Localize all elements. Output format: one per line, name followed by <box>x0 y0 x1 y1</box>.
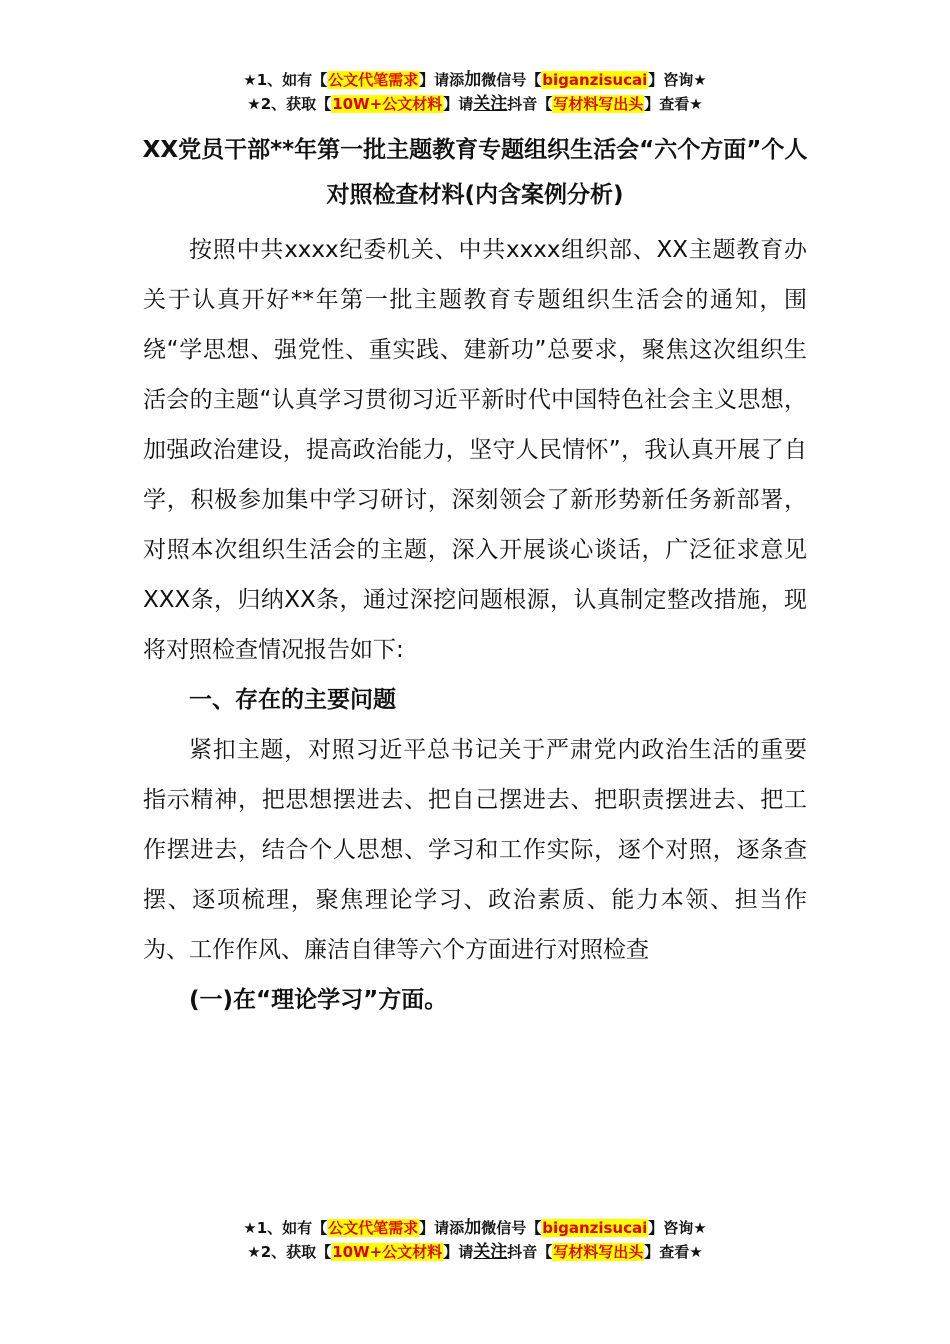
promo-text: 】请添 <box>419 71 465 89</box>
highlight-materials: 10W+公文材料 <box>332 95 443 113</box>
promo-banner-top <box>0 68 950 116</box>
promo-text: ★1、如有【 <box>243 71 328 89</box>
promo-text: 关注 <box>473 1242 508 1262</box>
highlight-wechat-id: biganzisucai <box>542 1219 648 1237</box>
promo-line-2 <box>0 92 950 116</box>
section-heading: 一、存在的主要问题 <box>189 687 396 713</box>
promo-text: 加 <box>464 1218 482 1238</box>
promo-text: 】查看★ <box>644 95 703 113</box>
promo-text: 】咨询★ <box>648 1219 707 1237</box>
promo-text: ★2、获取【 <box>247 95 332 113</box>
promo-text: 】请 <box>443 1243 474 1261</box>
highlight-wechat-id: biganzisucai <box>542 71 648 89</box>
highlight-writing-service: 公文代笔需求 <box>328 71 419 89</box>
promo-text: 微信号【 <box>481 71 542 89</box>
document-title: XX党员干部**年第一批主题教育专题组织生活会“六个方面”个人对照检查材料(内含案例分析) <box>142 137 808 208</box>
highlight-materials: 10W+公文材料 <box>332 1243 443 1261</box>
promo-banner-bottom <box>0 1216 950 1264</box>
document-body <box>143 225 807 1025</box>
promo-text: 】请添 <box>419 1219 465 1237</box>
promo-line-1 <box>0 68 950 92</box>
promo-text: 加 <box>464 70 482 90</box>
promo-text: 】查看★ <box>644 1243 703 1261</box>
promo-text: 抖音【 <box>507 1243 553 1261</box>
promo-text: 】请 <box>443 95 474 113</box>
promo-text: 微信号【 <box>481 1219 542 1237</box>
promo-text: 抖音【 <box>507 95 553 113</box>
promo-line-2 <box>0 1240 950 1264</box>
promo-text: ★1、如有【 <box>243 1219 328 1237</box>
subsection-heading: (一)在“理论学习”方面。 <box>189 987 448 1013</box>
promo-line-1 <box>0 1216 950 1240</box>
promo-text: 关注 <box>473 94 508 114</box>
promo-text: ★2、获取【 <box>247 1243 332 1261</box>
highlight-douyin-account: 写材料写出头 <box>553 95 644 113</box>
highlight-douyin-account: 写材料写出头 <box>553 1243 644 1261</box>
intro-paragraph: 按照中共xxxx纪委机关、中共xxxx组织部、XX主题教育办关于认真开好**年第一批主题教育专题组织生活会的通知，围绕“学思想、强党性、重实践、建新功”总要求，聚焦这次组织生活会的主题“认真学习贯彻习近平新时代中国特色社会主义思想，加强政治建设，提高政治能力，坚守人民情怀”，我认真开展了自学，积极参加集中学习研讨，深刻领会了新形势新任务新部署，对照本次组织生活会的主题，深入开展谈心谈话，广泛征求意见XXX条，归纳XX条，通过深挖问题根源，认真制定整改措施，现将对照检查情况报告如下: <box>143 237 807 663</box>
section-paragraph: 紧扣主题，对照习近平总书记关于严肃党内政治生活的重要指示精神，把思想摆进去、把自己摆进去、把职责摆进去、把工作摆进去，结合个人思想、学习和工作实际，逐个对照，逐条查摆、逐项梳理，聚焦理论学习、政治素质、能力本领、担当作为、工作作风、廉洁自律等六个方面进行对照检查 <box>143 737 807 963</box>
promo-text: 】咨询★ <box>648 71 707 89</box>
highlight-writing-service: 公文代笔需求 <box>328 1219 419 1237</box>
